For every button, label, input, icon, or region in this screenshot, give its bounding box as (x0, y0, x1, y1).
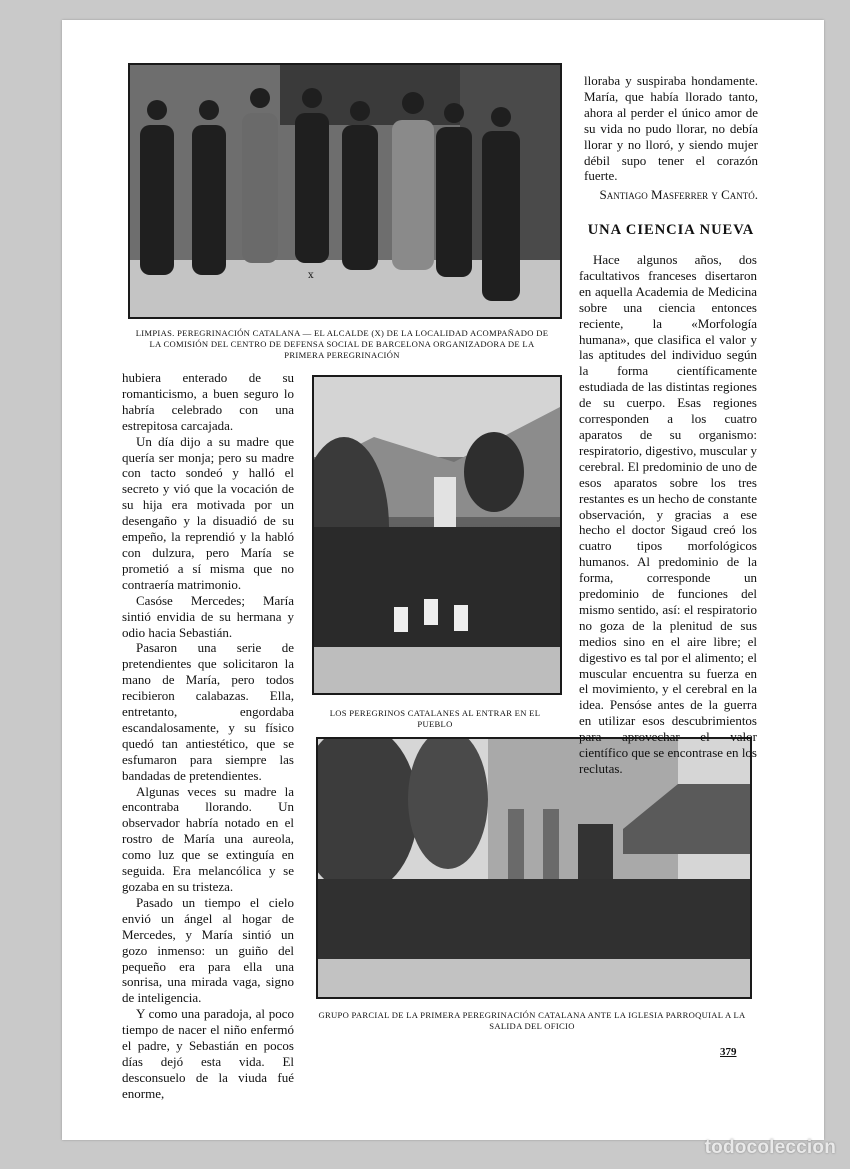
caption-top-photo: LIMPIAS. PEREGRINACIÓN CATALANA — EL ALCALDE (X) DE LA LOCALIDAD ACOMPAÑADO DE LA COMISIÓN DEL CENTRO DE DEFENSA SOCIAL DE BARCELONA ORGANIZADORA DE LA PRIMERA PEREGRINACIÓN (135, 328, 549, 360)
article-heading: UNA CIENCIA NUEVA (587, 222, 755, 238)
left-paragraph: Pasaron una serie de pretendientes que solicitaron la mano de María, pero todos recibieron calabazas. Ella, entretanto, engordaba escandalosamente, y su físico quedó tan antiestético, que se esfumaron para siempre las bandadas de pretendientes. (122, 640, 294, 783)
left-paragraph: Y como una paradoja, al poco tiempo de nacer el niño enfermó el padre, y Sebastián en pocos días dejó esta vida. El desconsuelo de la viuda fué enorme, (122, 1006, 294, 1101)
right-story-ending (584, 73, 758, 203)
page-number: 379 (720, 1046, 737, 1058)
left-paragraph: Pasado un tiempo el cielo envió un ángel al hogar de Mercedes, y María sintió un gozo inmenso: un guiño del pequeño era para ella una sonrisa, una mirada vaga, signo de inteligencia. (122, 894, 294, 1006)
svg-text:x: x (308, 270, 314, 281)
author-signature: Santiago Masferrer y Cantó. (599, 187, 758, 203)
left-text-column (122, 370, 294, 1102)
left-paragraph: Un día dijo a su madre que quería ser monja; pero su madre con tacto sondeó y halló el secreto y vió que la vocación de su hija era motivada por un desengaño y la disuadió de su empeño, la reprendió y la habló con dulzura, pero María se prometió a sí misma que no contraería matrimonio. (122, 433, 294, 592)
magazine-page (62, 20, 824, 1140)
photo-procession (312, 375, 562, 695)
left-paragraph: hubiera enterado de su romanticismo, a buen seguro lo habría celebrado con una estrepitosa carcajada. (122, 370, 294, 433)
church-crowd-illustration (318, 739, 750, 997)
left-paragraph: Algunas veces su madre la encontraba llorando. Un observador habría notado en el rostro de María una aureola, como luz que se extinguía en seguida. Era melancólica y se gozaba en su tristeza. (122, 783, 294, 894)
article-paragraph: Hace algunos años, dos facultativos franceses disertaron en aquella Academia de Medicina sobre una ciencia entonces reciente, la «Morfología humana», que clasifica el valor y las aptitudes del individuo según la forma científicamente estudiada de las distintas regiones de su cuerpo. Esas regiones corresponden a los cuatro aparatos de su organismo: respiratorio, digestivo, muscular y cerebral. El predominio de uno de esos aparatos sobre los tres restantes es un hecho de constante observación, y gracias a ese hecho el doctor Sigaud creó los cuatro tipos morfológicos humanos. Al predominio de la forma, corresponde un predominio de funciones del mismo sentido, así: el respiratorio no goza de la plenitud de sus medios sino en el aire libre; el digestivo es tal por el alimento; el muscular encuentra su fuerza en el movimiento, y el cerebral en la idea. Pensóse antes de la guerra en utilizar esos descubrimientos para aprovechar el valor científico que se encontrase en los reclutas. (579, 252, 757, 776)
photo-commission-group (128, 63, 562, 319)
left-paragraph: Casóse Mercedes; María sintió envidia de su hermana y odio hacia Sebastián. (122, 592, 294, 640)
caption-bottom-photo: GRUPO PARCIAL DE LA PRIMERA PEREGRINACIÓN CATALANA ANTE LA IGLESIA PARROQUIAL A LA SALIDA DEL OFICIO (318, 1010, 746, 1031)
watermark-logo: todocoleccion (704, 1137, 836, 1158)
group-portrait-illustration (130, 65, 560, 317)
caption-middle-photo: LOS PEREGRINOS CATALANES AL ENTRAR EN EL PUEBLO (329, 708, 541, 729)
story-end-paragraph: lloraba y suspiraba hondamente. María, que había llorado tanto, ahora al perder el único amor de su vida no pudo llorar, no debía llorar y no lloró, y siendo mujer débil supo tener el corazón fuerte. (584, 73, 758, 184)
right-article-column (579, 252, 757, 777)
procession-illustration (314, 377, 560, 693)
